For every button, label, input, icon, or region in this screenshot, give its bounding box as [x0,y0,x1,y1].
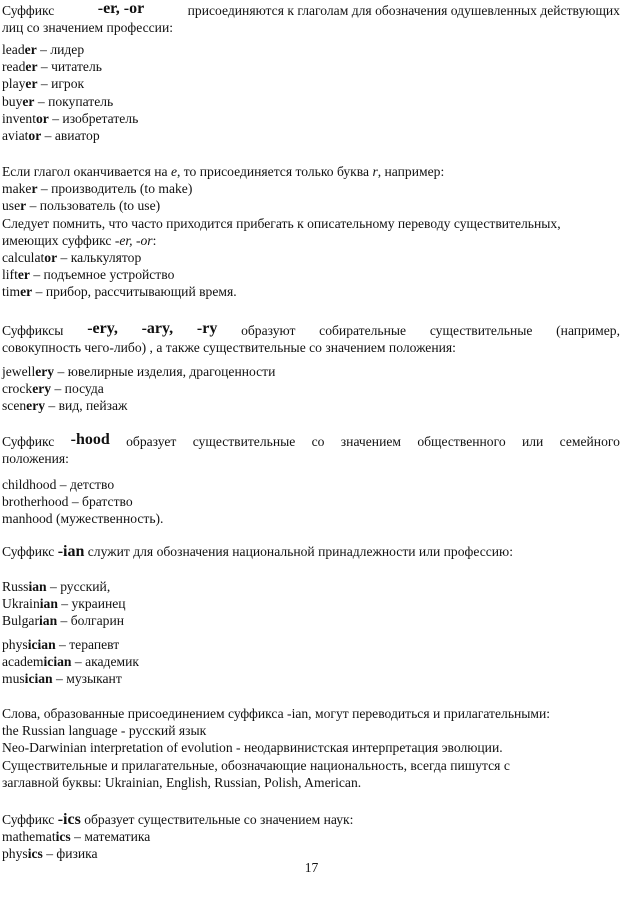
text-line: Neo-Darwinian interpretation of evolution - неодарвинистская интерпретация эволюции. [2,740,503,756]
word-entry: timer – прибор, рассчитывающий время. [2,284,237,300]
word-entry: childhood – детство [2,477,115,492]
suffix-label: -ry [196,320,218,337]
word-entry: reader – читатель [2,59,102,75]
word-list [2,363,620,415]
text-line: лиц со значением профессии: [2,20,173,36]
word-entry: calculator – калькулятор [2,250,142,266]
word-entry: Russian – русский, [2,579,111,594]
suffix-label: -er, -or [97,0,145,17]
section-heading [2,2,620,19]
text: Суффикс [2,3,55,18]
suffix-label: -ery, [87,320,118,337]
section-ian [2,543,620,560]
section-ery [2,322,620,356]
suffix-label: -ary, [141,320,174,337]
text-line: заглавной буквы: Ukrainian, English, Russian, Polish, American. [2,774,362,790]
word-entry: leader – лидер [2,42,85,57]
word-entry: physician – терапевт [2,637,120,652]
text-line: Существительные и прилагательные, обозначающие национальность, всегда пишутся с [2,757,510,773]
word-entry: maker – производитель (to make) [2,181,193,197]
word-entry: buyer – покупатель [2,93,114,109]
word-entry: scenery – вид, пейзаж [2,398,128,414]
word-entry: user – пользователь (to use) [2,198,161,214]
word-entry: aviator – авиатор [2,128,100,144]
word-entry: crockery – посуда [2,381,104,397]
text-line: положения: [2,451,69,467]
word-entry: mathematics – математика [2,829,151,845]
word-entry: Ukrainian – украинец [2,596,126,612]
text: присоединяются к глаголам для обозначения одушевленных действующих [187,3,620,18]
word-list [2,578,620,630]
word-entry: player – игрок [2,76,85,92]
word-entry: musician – музыкант [2,671,122,687]
text-line: the Russian language - русский язык [2,723,207,739]
text-line: Следует помнить, что часто приходится прибегать к описательному переводу существительных, [2,215,561,231]
text-line: совокупность чего-либо) , а также существительные со значением положения: [2,340,456,356]
suffix-label: -hood [70,431,110,448]
word-list [2,636,620,688]
section-hood [2,433,620,467]
word-entry: Bulgarian – болгарин [2,613,125,629]
section-heading: Суффиксы -ery, -ary, -ry образуют собирательные существительные (например, [2,320,620,338]
section-heading: Суффикс -ics образует существительные со значением наук: [2,811,354,828]
section-heading: Суффикс -hood образует существительные со значением общественного или семейного [2,431,620,449]
section-ics [2,811,620,863]
word-entry: jewellery – ювелирные изделия, драгоценности [2,364,276,379]
page-number: 17 [304,860,319,875]
suffix-label: -ics [57,811,81,828]
suffix-label: -ian [57,543,85,560]
text-line: имеющих суффикс -er, -or: [2,232,157,248]
word-list [2,41,620,144]
text-line: Если глагол оканчивается на e, то присоединяется только буква r, например: [2,164,445,179]
text-line: Слова, образованные присоединением суффикса -ian, могут переводиться и прилагательными: [2,706,551,721]
word-entry: manhood (мужественность). [2,511,164,527]
word-entry: lifter – подъемное устройство [2,267,175,283]
section-er-or [2,2,620,36]
paragraph [2,705,620,791]
word-entry: academician – академик [2,654,139,670]
word-entry: inventor – изобретатель [2,110,139,126]
word-entry: physics – физика [2,846,98,862]
section-heading: Суффикс -ian служит для обозначения национальной принадлежности или профессию: [2,543,513,560]
section-e-ending [2,163,620,301]
word-entry: brotherhood – братство [2,494,133,510]
word-list [2,476,620,528]
